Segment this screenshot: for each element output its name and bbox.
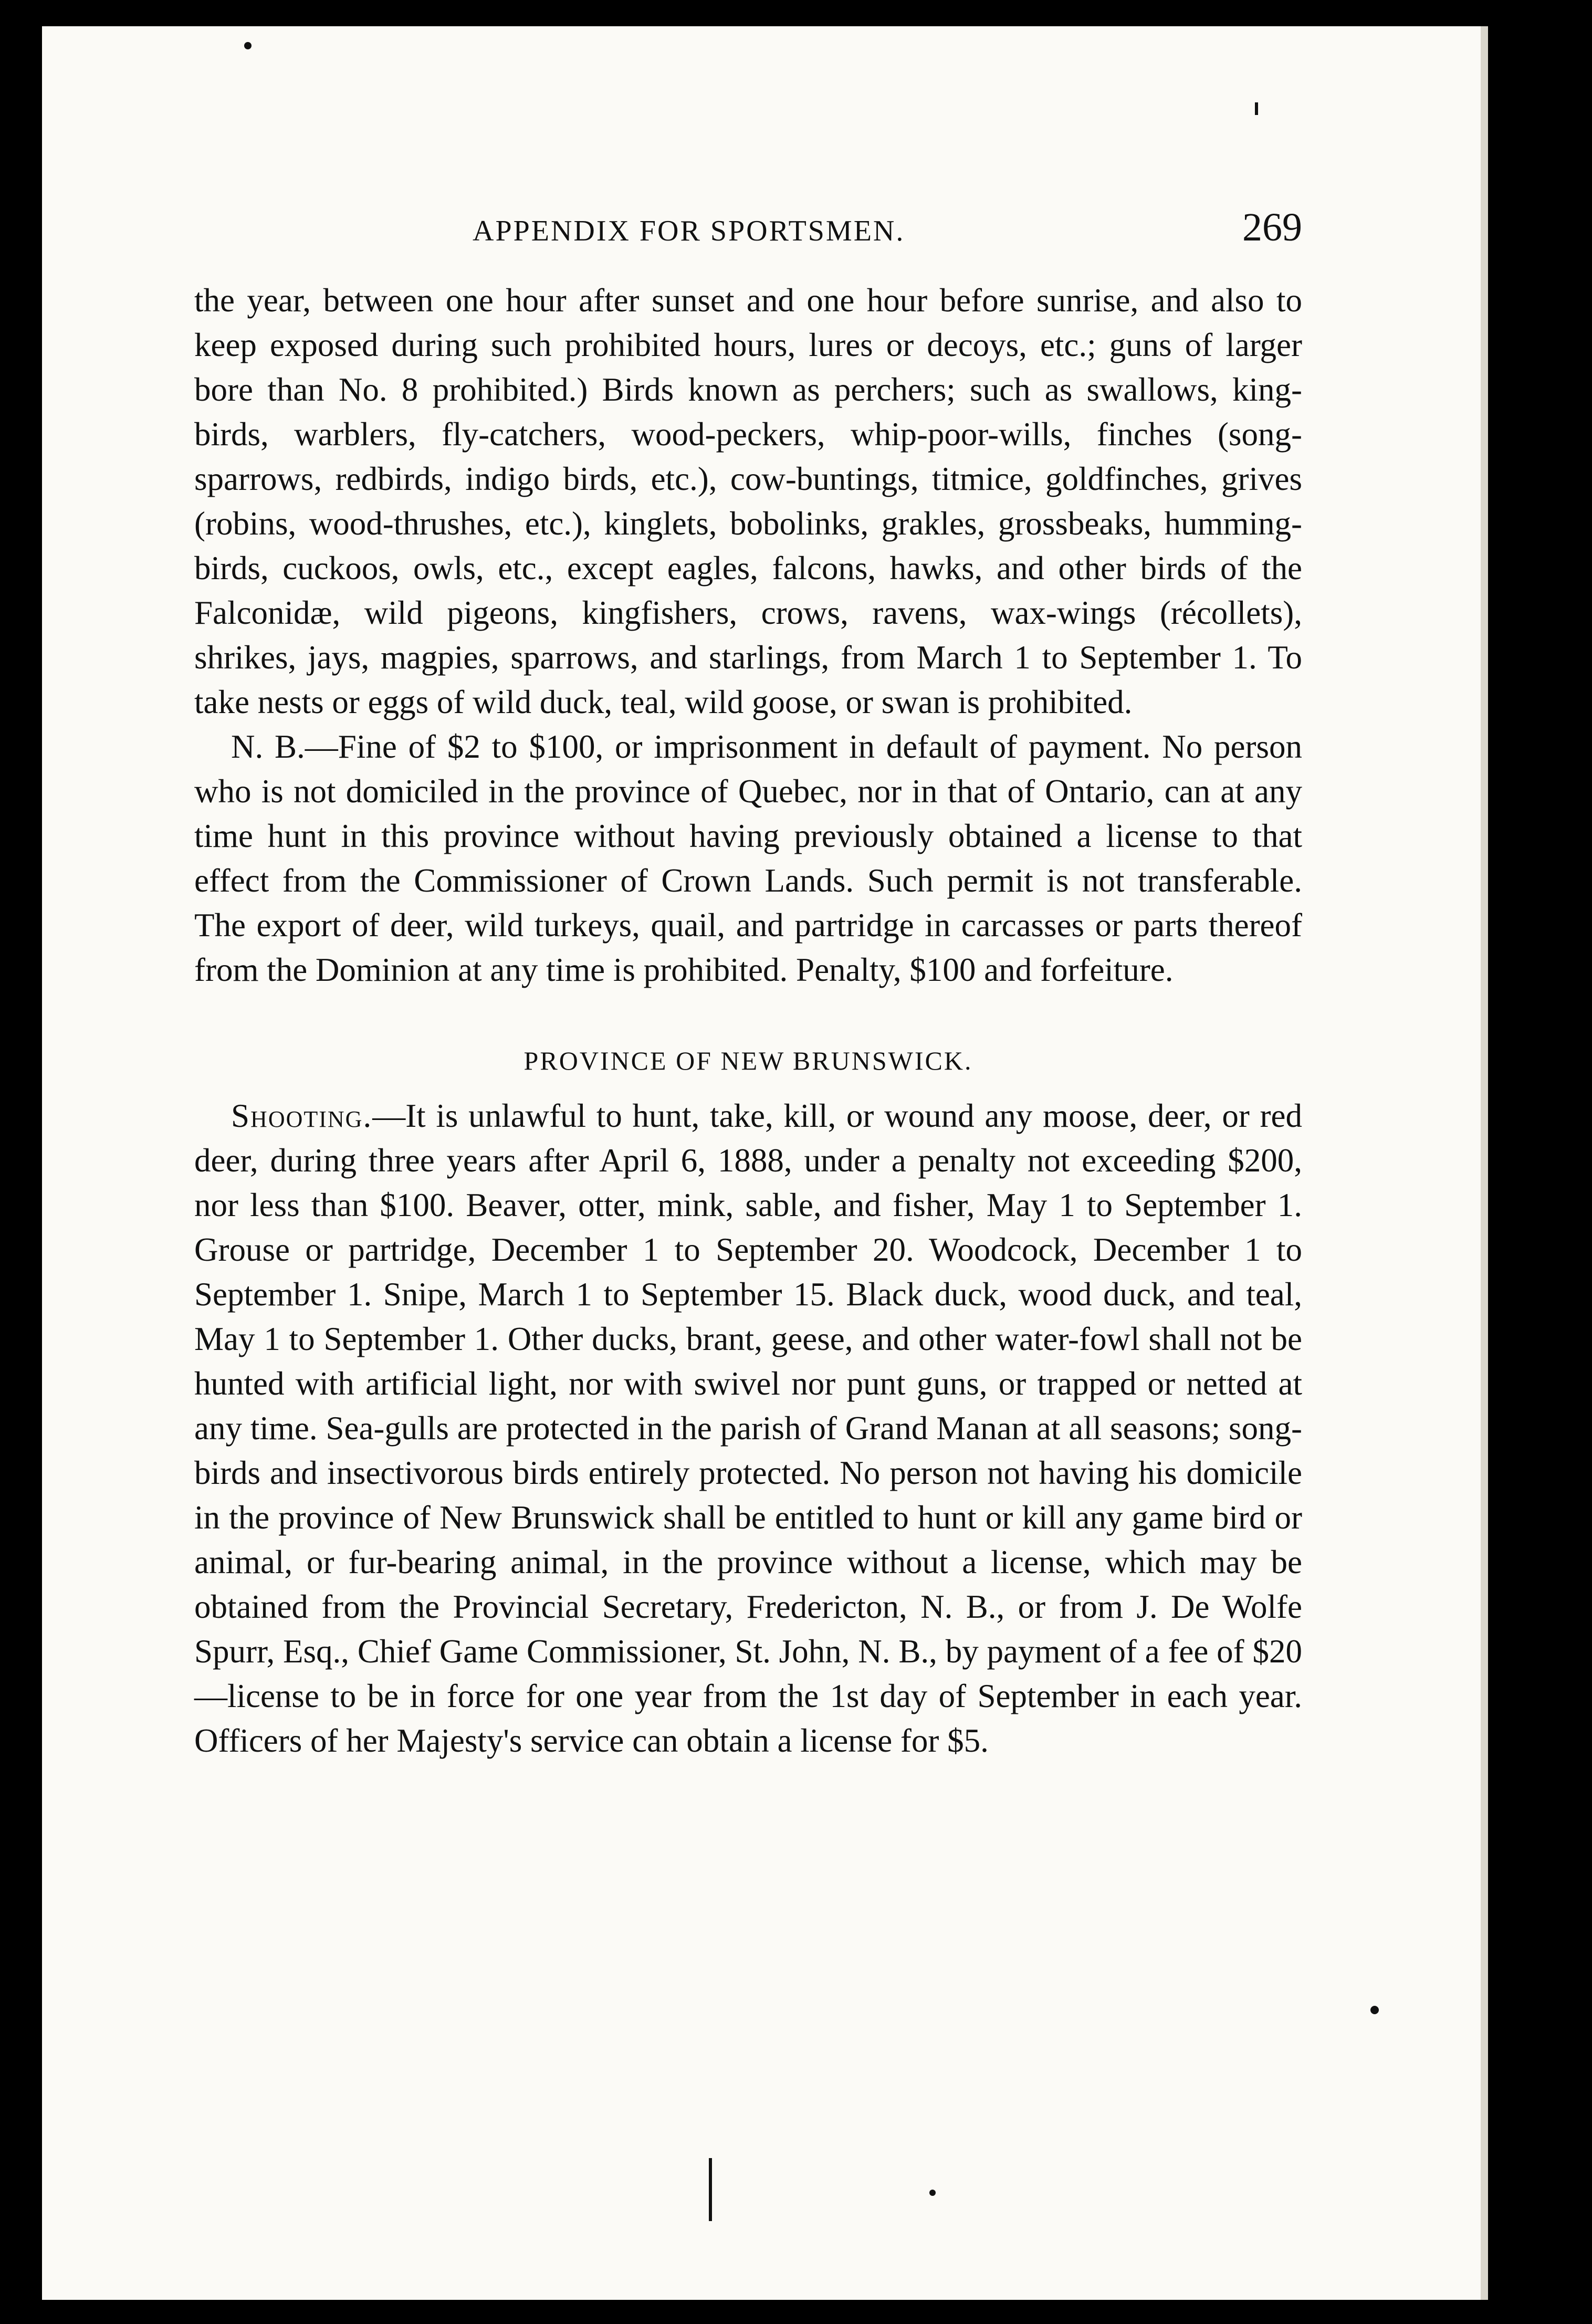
page-header xyxy=(158,205,1302,263)
scan-edge xyxy=(1524,0,1592,2324)
body-text xyxy=(194,278,1302,1763)
ink-speck xyxy=(244,42,252,49)
page-number: 269 xyxy=(1242,205,1302,249)
ink-speck xyxy=(929,2190,936,2196)
ink-speck xyxy=(709,2158,712,2221)
section-lead-in: Shooting. xyxy=(231,1097,373,1134)
ink-speck xyxy=(1370,2006,1379,2014)
paragraph-shooting xyxy=(194,1094,1302,1763)
paragraph-continuation: the year, between one hour after sunset and one hour before sunrise, and also to keep exposed during such prohibited hours, lures or decoys, etc.; guns of larger bore than No. 8 prohibited.) Birds known as perchers; such as swallows, king-birds, warblers, fly-catchers, wood-peckers, whip-poor-wills, finches (song-sparrows, redbirds, indigo birds, etc.), cow-buntings, titmice, goldfinches, grives (robins, wood-thrushes, etc.), kinglets, bobolinks, grakles, grossbeaks, humming-birds, cuckoos, owls, etc., except eagles, falcons, hawks, and other birds of the Falconidæ, wild pigeons, kingfishers, crows, ravens, wax-wings (récollets), shrikes, jays, magpies, sparrows, and starlings, from March 1 to September 1. To take nests or eggs of wild duck, teal, wild goose, or swan is prohibited. xyxy=(194,282,1302,720)
section-text: —It is unlawful to hunt, take, kill, or wound any moose, deer, or red deer, during three years after April 6, 1888, under a penalty not exceeding $200, nor less than $100. Beaver, otter, mink, sable, and fisher, May 1 to September 1. Grouse or partridge, December 1 to September 20. Woodcock, December 1 to September 1. Snipe, March 1 to September 15. Black duck, wood duck, and teal, May 1 to September 1. Other ducks, brant, geese, and other water-fowl shall not be hunted with artificial light, nor with swivel nor punt guns, or trapped or netted at any time. Sea-gulls are protected in the parish of Grand Manan at all seasons; song-birds and insectivorous birds entirely protected. No person not having his domicile in the province of New Brunswick shall be entitled to hunt or kill any game bird or animal, or fur-bearing animal, in the province without a license, which may be obtained from the Provincial Secretary, Fredericton, N. B., or from J. De Wolfe Spurr, Esq., Chief Game Commissioner, St. John, N. B., by payment of a fee of $20—license to be in force for one year from the 1st day of September in each year. Officers of her Majesty's service can obtain a license for $5. xyxy=(194,1097,1302,1759)
running-head: APPENDIX FOR SPORTSMEN. xyxy=(473,215,905,247)
ink-speck xyxy=(1255,102,1258,115)
paragraph-nb: N. B.—Fine of $2 to $100, or imprisonment in default of payment. No person who is not domiciled in the province of Quebec, nor in that of Ontario, can at any time hunt in this province without having previously obtained a license to that effect from the Commissioner of Crown Lands. Such permit is not transferable. The export of deer, wild turkeys, quail, and partridge in carcasses or parts thereof from the Dominion at any time is prohibited. Penalty, $100 and forfeiture. xyxy=(194,728,1302,988)
section-heading: PROVINCE OF NEW BRUNSWICK. xyxy=(523,1046,973,1075)
